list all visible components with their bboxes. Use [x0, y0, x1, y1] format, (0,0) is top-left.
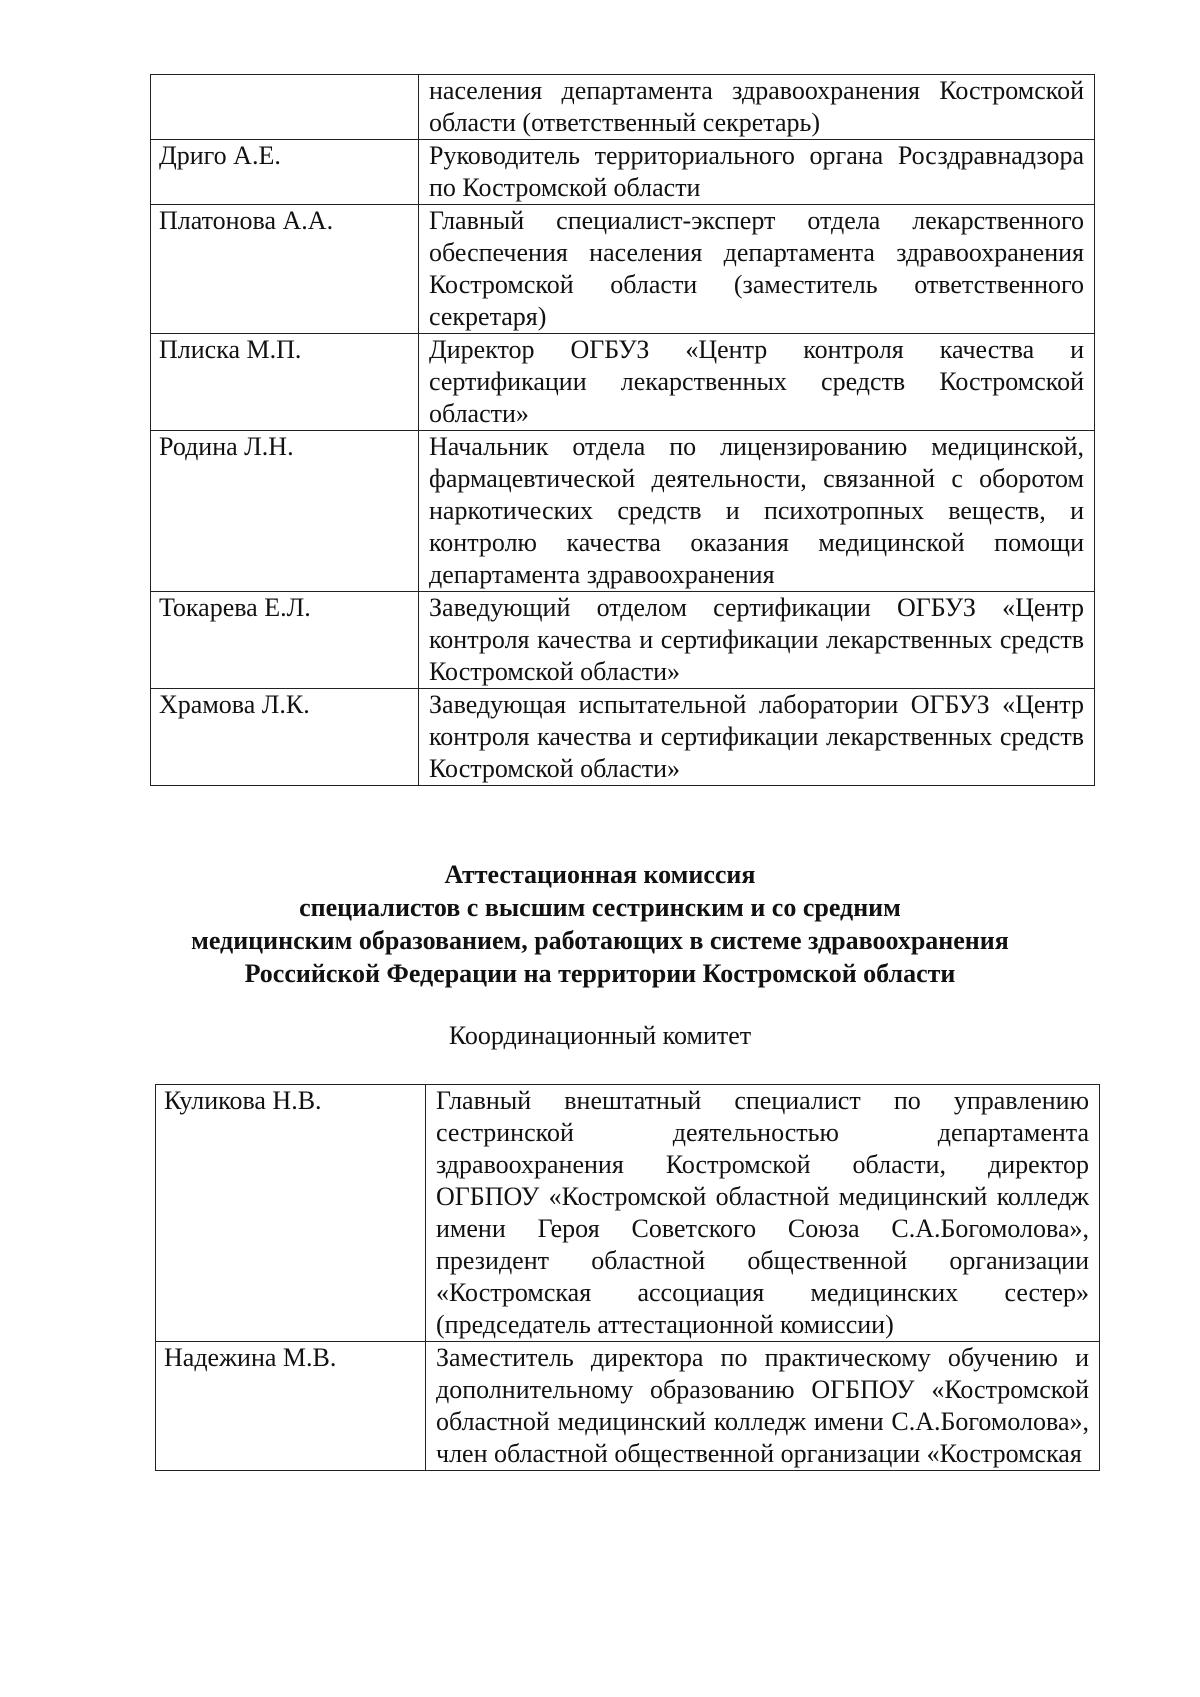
table-row: [151, 689, 1095, 786]
table-row: [151, 205, 1095, 334]
member-name: Токарева Е.Л.: [151, 592, 419, 689]
table-row: [151, 431, 1095, 592]
table-row: [151, 140, 1095, 205]
member-name: Храмова Л.К.: [151, 689, 419, 786]
member-name: Плиска М.П.: [151, 334, 419, 431]
heading-line: Аттестационная комиссия: [444, 860, 756, 889]
member-role: населения департамента здравоохранения Костромской области (ответственный секретарь): [419, 75, 1095, 140]
member-role: Главный специалист-эксперт отдела лекарственного обеспечения населения департамента здравоохранения Костромской области (заместитель ответственного секретаря): [419, 205, 1095, 334]
coordination-committee-table: [155, 1084, 1100, 1471]
section-subheading: Координационный комитет: [448, 1021, 752, 1050]
table-row: [151, 334, 1095, 431]
member-name: [151, 75, 419, 140]
heading-line: медицинским образованием, работающих в системе здравоохранения: [191, 926, 1009, 955]
member-role: Директор ОГБУЗ «Центр контроля качества и сертификации лекарственных средств Костромской области»: [419, 334, 1095, 431]
member-role: Главный внештатный специалист по управлению сестринской деятельностью департамента здравоохранения Костромской области, директор ОГБПОУ «Костромской областной медицинский колледж имени Героя Советского Союза С.А.Богомолова», президент областной общественной организации «Костромская ассоциация медицинских сестер» (председатель аттестационной комиссии): [426, 1085, 1100, 1342]
member-role: Начальник отдела по лицензированию медицинской, фармацевтической деятельности, связанной с оборотом наркотических средств и психотропных веществ, и контролю качества оказания медицинской помощи департамента здравоохранения: [419, 431, 1095, 592]
commission-members-table: [150, 74, 1095, 786]
member-role: Заведующий отделом сертификации ОГБУЗ «Центр контроля качества и сертификации лекарственных средств Костромской области»: [419, 592, 1095, 689]
member-role: Руководитель территориального органа Росздравнадзора по Костромской области: [419, 140, 1095, 205]
member-name: Родина Л.Н.: [151, 431, 419, 592]
section-heading: [100, 858, 1100, 990]
member-name: Куликова Н.В.: [156, 1085, 426, 1342]
table-row: [156, 1085, 1100, 1342]
table-row: [151, 75, 1095, 140]
member-name: Дриго А.Е.: [151, 140, 419, 205]
member-role: Заведующая испытательной лаборатории ОГБУЗ «Центр контроля качества и сертификации лекарственных средств Костромской области»: [419, 689, 1095, 786]
member-name: Надежина М.В.: [156, 1342, 426, 1471]
heading-line: специалистов с высшим сестринским и со средним: [299, 893, 901, 922]
table-row: [151, 592, 1095, 689]
member-role: Заместитель директора по практическому обучению и дополнительному образованию ОГБПОУ «Костромской областной медицинский колледж имени С.А.Богомолова», член областной общественной организации «Костромская: [426, 1342, 1100, 1471]
heading-line: Российской Федерации на территории Костромской области: [244, 959, 956, 988]
table-row: [156, 1342, 1100, 1471]
member-name: Платонова А.А.: [151, 205, 419, 334]
